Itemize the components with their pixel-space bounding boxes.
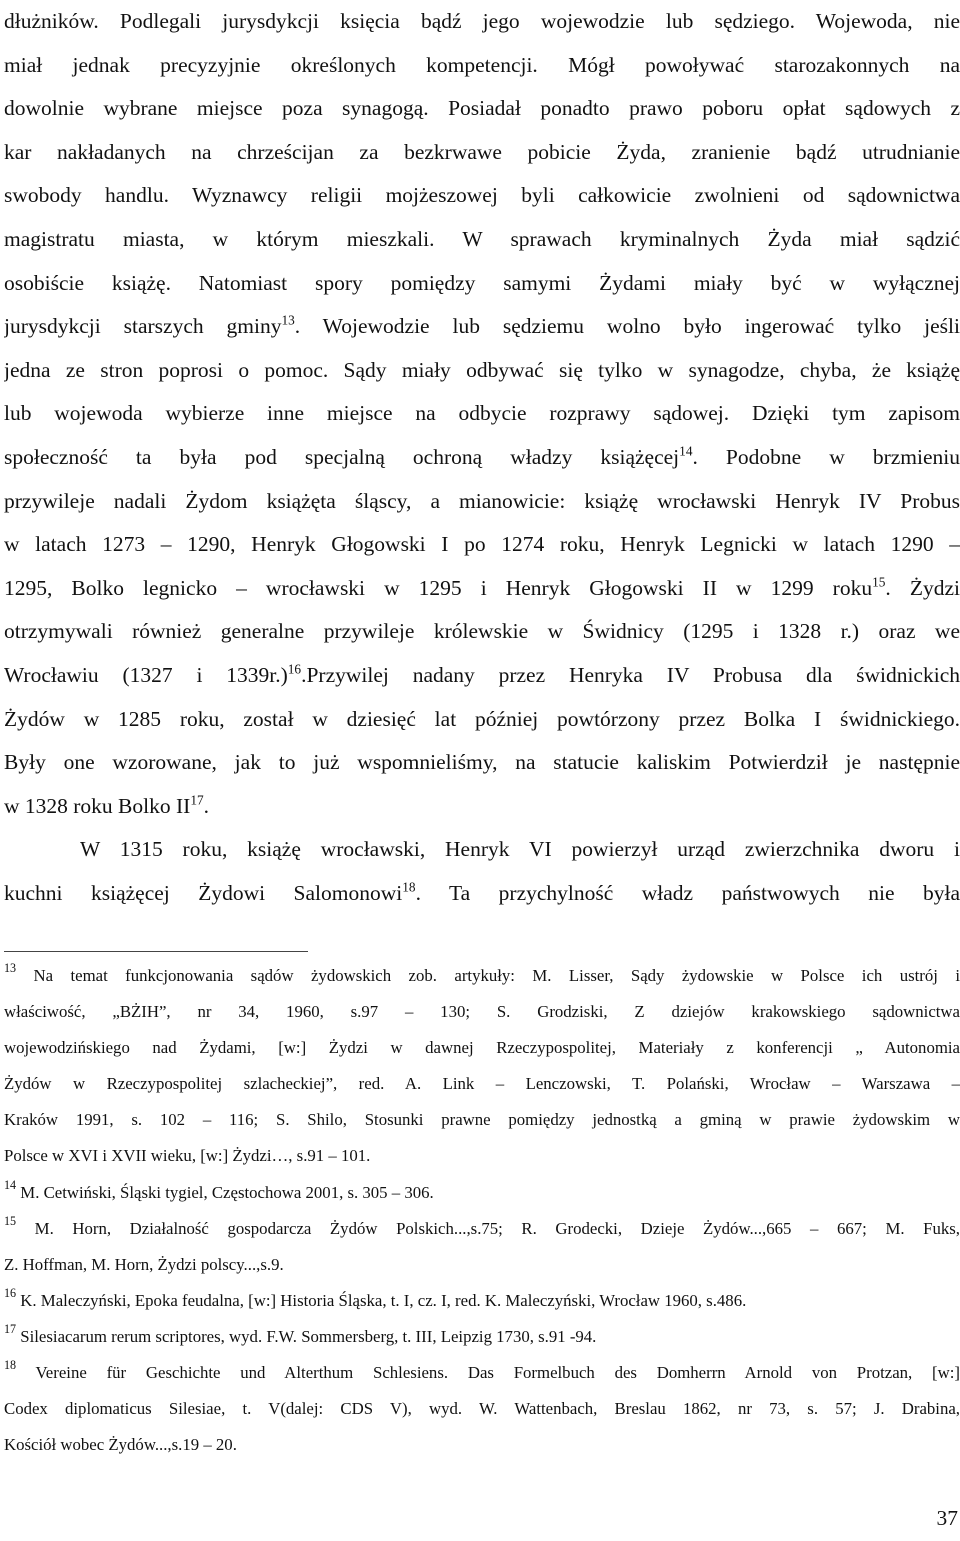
footnote-number: 16 xyxy=(4,1285,17,1300)
text-line xyxy=(4,872,960,916)
text-line xyxy=(4,0,960,44)
footnote-text: Kościół wobec Żydów...,s.19 – 20. xyxy=(4,1435,237,1455)
text-segment: w latach 1273 – 1290, Henryk Głogowski I po 1274 roku, Henryk Legnicki w latach 1290 – xyxy=(4,532,960,557)
footnote-ref-13[interactable]: 13 xyxy=(281,312,295,328)
footnote-line xyxy=(4,1427,960,1463)
footnote-text: M. Cetwiński, Śląski tygiel, Częstochowa 2001, s. 305 – 306. xyxy=(16,1182,434,1202)
footnote-text: Vereine für Geschichte und Alterthum Schlesiens. Das Formelbuch des Domherrn Arnold von Protzan, [w:] xyxy=(16,1363,960,1383)
footnote-14 xyxy=(4,1175,960,1211)
text-segment: . Wojewodzie lub sędziemu wolno było ingerować tylko jeśli xyxy=(294,314,960,339)
text-segment: swobody handlu. Wyznawcy religii mojżeszowej byli całkowicie zwolnieni od sądownictwa xyxy=(4,183,960,208)
text-segment: . xyxy=(203,793,210,818)
footnote-line xyxy=(4,994,960,1030)
footnote-line xyxy=(4,1391,960,1427)
text-line xyxy=(4,87,960,131)
footnote-ref-14[interactable]: 14 xyxy=(679,443,693,459)
footnote-text: wojewodzińskiego nad Żydami, [w:] Żydzi w dawnej Rzeczypospolitej, Materiały z konferencji „ Autonomia xyxy=(4,1038,960,1058)
footnote-number: 14 xyxy=(4,1177,17,1192)
footnote-number: 13 xyxy=(4,960,17,975)
text-segment: osobiście książę. Natomiast spory pomiędzy samymi Żydami miały być w wyłącznej xyxy=(4,270,960,295)
text-segment: magistratu miasta, w którym mieszkali. W sprawach kryminalnych Żyda miał sądzić xyxy=(4,226,960,251)
text-segment: miał jednak precyzyjnie określonych kompetencji. Mógł powoływać starozakonnych na xyxy=(4,52,960,77)
text-line xyxy=(4,741,960,785)
paragraph-first-line xyxy=(4,828,960,872)
text-segment: 1295, Bolko legnicko – wrocławski w 1295 i Henryk Głogowski II w 1299 roku xyxy=(4,575,873,600)
footnote-ref-18[interactable]: 18 xyxy=(402,879,416,895)
text-line xyxy=(4,349,960,393)
footnote-text: K. Maleczyński, Epoka feudalna, [w:] Historia Śląska, t. I, cz. I, red. K. Maleczyński, Wrocław 1960, s.486. xyxy=(16,1290,747,1310)
text-line xyxy=(4,305,960,349)
text-segment: dłużników. Podlegali jurysdykcji księcia bądź jego wojewodzie lub sędziego. Wojewoda, nie xyxy=(4,9,960,33)
footnote-17 xyxy=(4,1319,960,1355)
footnote-15 xyxy=(4,1211,960,1247)
text-segment: . Podobne w brzmieniu xyxy=(692,444,960,469)
text-segment: . Żydzi xyxy=(885,575,960,600)
text-line xyxy=(4,218,960,262)
footnote-text: właściwość, „BŻIH”, nr 34, 1960, s.97 – 130; S. Grodziski, Z dziejów krakowskiego sądownictwa xyxy=(4,1002,960,1022)
text-segment: dowolnie wybrane miejsce poza synagogą. Posiadał ponadto prawo poboru opłat sądowych z xyxy=(4,96,960,121)
text-line xyxy=(4,436,960,480)
footnote-text: Z. Hoffman, M. Horn, Żydzi polscy...,s.9. xyxy=(4,1254,284,1274)
text-segment: Były one wzorowane, jak to już wspomnieliśmy, na statucie kaliskim Potwierdził je następnie xyxy=(4,750,960,775)
text-line xyxy=(4,174,960,218)
footnote-number: 18 xyxy=(4,1357,17,1372)
footnote-text: Codex diplomaticus Silesiae, t. V(dalej: CDS V), wyd. W. Wattenbach, Breslau 1862, nr 73, s. 57; J. Drabina, xyxy=(4,1399,960,1419)
text-segment: jedna ze stron poprosi o pomoc. Sądy miały odbywać się tylko w synagodze, chyba, że książę xyxy=(4,357,960,382)
footnote-text: Polsce w XVI i XVII wieku, [w:] Żydzi…, s.91 – 101. xyxy=(4,1146,371,1166)
text-line xyxy=(4,44,960,88)
footnote-18 xyxy=(4,1355,960,1391)
text-segment: kuchni książęcej Żydowi Salomonowi xyxy=(4,880,403,905)
text-segment: . Ta przychylność władz państwowych nie była xyxy=(415,880,960,905)
text-segment: Żydów w 1285 roku, został w dziesięć lat później powtórzony przez Bolka I świdnickiego. xyxy=(4,706,960,731)
footnote-line xyxy=(4,1138,960,1174)
footnote-ref-15[interactable]: 15 xyxy=(872,574,886,590)
footnote-ref-16[interactable]: 16 xyxy=(287,661,302,677)
text-segment: jurysdykcji starszych gminy xyxy=(4,314,282,339)
footnote-line xyxy=(4,1247,960,1283)
footnote-13 xyxy=(4,958,960,994)
footnote-line xyxy=(4,1102,960,1138)
footnotes xyxy=(4,958,960,1463)
text-segment: Wrocławiu (1327 i 1339r.) xyxy=(4,662,288,687)
footnote-ref-17[interactable]: 17 xyxy=(190,792,204,808)
text-segment: W 1315 roku, książę wrocławski, Henryk VI powierzył urząd zwierzchnika dworu i xyxy=(80,837,960,862)
text-line xyxy=(4,131,960,175)
text-line xyxy=(4,654,960,698)
text-segment: przywileje nadali Żydom książęta śląscy, a mianowicie: książę wrocławski Henryk IV Probus xyxy=(4,488,960,513)
text-segment: .Przywilej nadany przez Henryka IV Probusa dla świdnickich xyxy=(301,662,960,687)
text-segment: kar nakładanych na chrześcijan za bezkrwawe pobicie Żyda, zranienie bądź utrudnianie xyxy=(4,139,960,164)
text-line xyxy=(4,392,960,436)
footnote-line xyxy=(4,1030,960,1066)
page-number: 37 xyxy=(936,1506,958,1530)
footnote-text: M. Horn, Działalność gospodarcza Żydów Polskich...,s.75; R. Grodecki, Dzieje Żydów...,665 – 667; M. Fuks, xyxy=(16,1218,960,1238)
text-line xyxy=(4,785,960,829)
footnote-separator xyxy=(4,951,308,952)
footnote-line xyxy=(4,1066,960,1102)
text-segment: w 1328 roku Bolko II xyxy=(4,793,191,818)
text-line xyxy=(4,480,960,524)
footnote-number: 15 xyxy=(4,1213,17,1228)
text-line xyxy=(4,523,960,567)
footnote-text: Na temat funkcjonowania sądów żydowskich zob. artykuły: M. Lisser, Sądy żydowskie w Polsce ich ustrój i xyxy=(16,966,960,985)
text-segment: otrzymywali również generalne przywileje królewskie w Świdnicy (1295 i 1328 r.) oraz we xyxy=(4,619,960,644)
footnote-text: Silesiacarum rerum scriptores, wyd. F.W. Sommersberg, t. III, Leipzig 1730, s.91 -94. xyxy=(16,1326,597,1346)
footnote-text: Żydów w Rzeczypospolitej szlacheckiej”, red. A. Link – Lenczowski, T. Polański, Wrocław – Warszawa – xyxy=(4,1074,960,1094)
footnote-16 xyxy=(4,1283,960,1319)
text-line xyxy=(4,610,960,654)
text-line xyxy=(4,698,960,742)
footnote-number: 17 xyxy=(4,1321,17,1336)
main-text xyxy=(4,0,960,915)
footnote-text: Kraków 1991, s. 102 – 116; S. Shilo, Stosunki prawne pomiędzy jednostką a gminą w prawie żydowskim w xyxy=(4,1110,960,1130)
text-line xyxy=(4,262,960,306)
text-segment: lub wojewoda wybierze inne miejsce na odbycie rozprawy sądowej. Dzięki tym zapisom xyxy=(4,401,960,426)
text-segment: społeczność ta była pod specjalną ochroną władzy książęcej xyxy=(4,444,680,469)
text-line xyxy=(4,567,960,611)
